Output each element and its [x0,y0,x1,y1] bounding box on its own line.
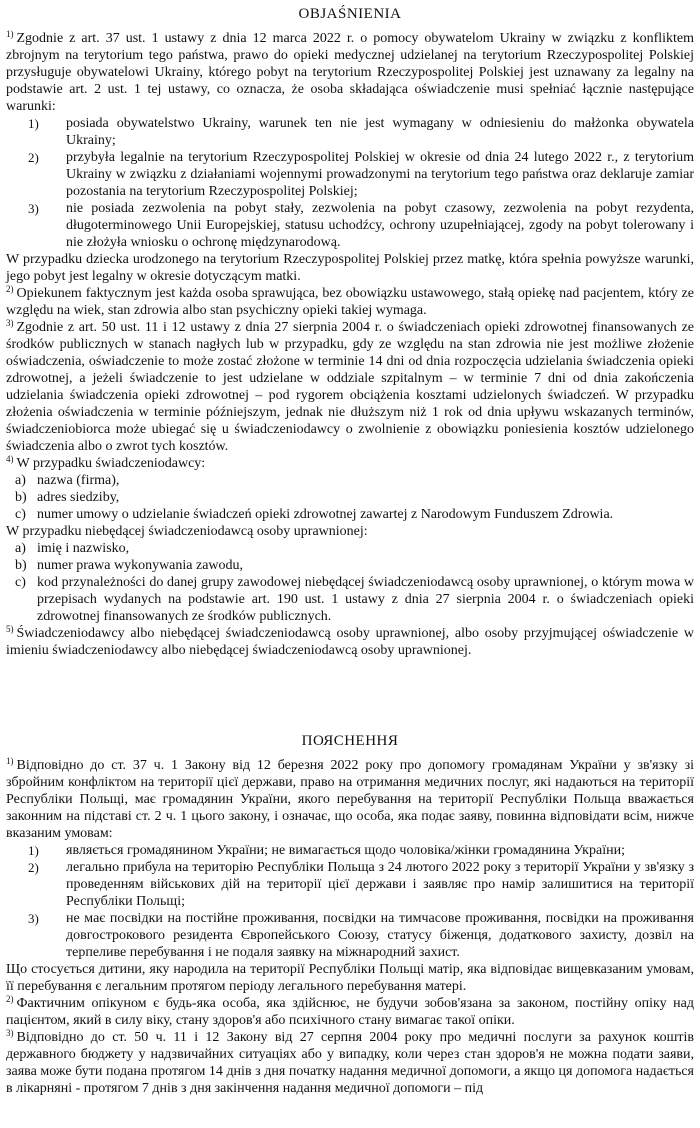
item-text: adres siedziby, [37,490,120,505]
note-text: Zgodnie z art. 50 ust. 11 i 12 ustawy z dnia 27 sierpnia 2004 r. o świadczeniach opieki zdrowotnej finansowanych ze środków publicznych w stanach nagłych lub w przypadku, gdy ze względu na stan zdrowia nie jest możliwe złożenie oświadczenia, oświadczenie to może zostać złożone w terminie 14 dni od dnia rozpoczęcia udzielania świadczenia opieki zdrowotnej, a jeżeli świadczenie to jest udzielane w oddziale szpitalnym – w terminie 7 dni od dnia zakończenia udzielania świadczenia opieki zdrowotnej – pod rygorem obciążenia kosztami udzielonych świadczeń. W przypadku złożenia oświadczenia w terminie późniejszym, jednak nie dłuższym niż 1 rok od dnia upływu wskazanych terminów, świadczeniobiorca może ubiegać się u świadczeniodawcy o zwolnienie z obowiązku poniesienia kosztów udzielonego świadczenia albo o zwrot tych kosztów. [6,320,694,454]
item-text: nazwa (firma), [37,473,120,488]
footnote-marker: 5) [6,624,14,634]
condition-item [6,115,694,149]
item-letter: a) [15,473,26,488]
note-text: Świadczeniodawcy albo niebędącej świadczeniodawcą osoby uprawnionej, albo osoby przyjmującej oświadczenie w imieniu świadczeniodawcy albo niebędącej świadczeniodawcą osoby uprawnionej. [6,626,694,658]
note-text: W przypadku świadczeniodawcy: [16,456,206,471]
footnote-marker: 2) [6,994,14,1004]
item-letter: a) [15,541,26,556]
condition-item [6,149,694,200]
item-text: przybyła legalnie na terytorium Rzeczypospolitej Polskiej w okresie od dnia 24 lutego 2022 r., z terytorium Ukrainy w związku z działaniami wojennymi prowadzonymi na terytorium tego państwa oraz deklaruje zamiar pozostania na terytorium Rzeczypospolitej Polskiej; [66,150,694,199]
item-text: numer prawa wykonywania zawodu, [37,558,244,573]
note-5-pl [6,625,694,659]
note-text: Відповідно до ст. 50 ч. 11 і 12 Закону від 27 серпня 2004 року про медичні послуги за рахунок коштів державного бюджету у надзвичайних ситуаціях або у випадку, коли через стан здоров'я не можна подати заяви, заява може бути подана протягом 14 днів з дня початку надання медичної допомоги, а якщо ця допомога надається в лікарняні - протягом 7 днів з дня закінчення надання медичної допомоги – під [6,1030,694,1096]
item-letter: c) [15,507,26,522]
item-number: 3) [28,201,39,216]
footnote-marker: 1) [6,29,14,39]
note-1-pl [6,30,694,115]
item-text: imię i nazwisko, [37,541,130,556]
polish-section [6,4,694,659]
note-text: Відповідно до ст. 37 ч. 1 Закону від 12 березня 2022 року про допомогу громадянам України у зв'язку зі збройним конфліктом на території цієї держави, право на отримання медичних послуг, які надаються на території Республіки Польщі, має громадянин України, якого перебування на території Республіки Польща вважається законним на підставі ст. 2 ч. 1 цього закону, і означає, що особа, яка подає заяву, повинна відповідати всім, нижче вказаним умовам: [6,758,694,841]
item-letter: c) [15,575,26,590]
condition-item [6,859,694,910]
item-number: 2) [28,150,39,165]
note-1-after-uk: Що стосується дитини, яку народила на території Республіки Польщі матір, яка відповідає вищевказаним умовам, її перебування є легальним протягом періоду легального перебування матері. [6,962,694,994]
item-text: nie posiada zezwolenia na pobyt stały, zezwolenia na pobyt czasowy, zezwolenia na pobyt rezydenta, długoterminowego Unii Europejskiej, statusu uchodźcy, ochrony uzupełniającej, zgody na pobyt tolerowany i nie złożyła wniosku o ochronę międzynarodową. [66,201,694,250]
item-text: posiada obywatelstwo Ukrainy, warunek ten nie jest wymagany w odniesieniu do małżonka obywatela Ukrainy; [66,116,694,148]
note-3-uk [6,1029,694,1097]
note-1-uk [6,757,694,842]
note-2-pl [6,285,694,319]
item-text: kod przynależności do danej grupy zawodowej niebędącej świadczeniodawcą osoby uprawnionej, o którym mowa w przepisach wydanych na podstawie art. 190 ust. 1 ustawy z dnia 27 sierpnia 2004 r. o świadczeniach opieki zdrowotnej finansowanych ze środków publicznych. [37,575,694,624]
footnote-marker: 1) [6,756,14,766]
list-item [6,557,694,574]
list-item [6,540,694,557]
footnote-marker: 2) [6,284,14,294]
note-3-pl [6,319,694,455]
item-text: numer umowy o udzielanie świadczeń opieki zdrowotnej zawartej z Narodowym Funduszem Zdrowia. [37,507,614,522]
item-number: 2) [28,860,39,875]
page-title-uk: ПОЯСНЕННЯ [301,733,399,749]
item-text: не має посвідки на постійне проживання, посвідки на тимчасове проживання, посвідки на проживання довгострокового резидента Європейського Союзу, статусу біженця, додаткового захисту, дозвіл на терпеливе перебування і не подаля заявку на міжнародний захист. [66,911,694,960]
item-number: 1) [28,843,39,858]
footnote-marker: 3) [6,1028,14,1038]
footnote-marker: 3) [6,318,14,328]
item-text: легально прибула на територію Республіки Польща з 24 лютого 2022 року з території України у зв'язку з проведенням військових дій на території цієї держави і заявляє про намір залишитися на території Республіки Польщі; [66,860,694,909]
item-letter: b) [15,558,27,573]
item-number: 3) [28,911,39,926]
note-text: Zgodnie z art. 37 ust. 1 ustawy z dnia 12 marca 2022 r. o pomocy obywatelom Ukrainy w związku z konfliktem zbrojnym na terytorium tego państwa, prawo do opieki medycznej udzielanej na terytorium Rzeczypospolitej Polskiej przysługuje obywatelowi Ukrainy, którego pobyt na terytorium Rzeczypospolitej Polskiej jest uznawany za legalny na podstawie art. 2 ust. 1 tej ustawy, co oznacza, że osoba składająca oświadczenie musi spełniać łącznie następujące warunki: [6,31,694,114]
list-item [6,506,694,523]
item-text: являється громадянином України; не вимагається щодо чоловіка/жінки громадянина України; [66,843,625,858]
note-4-pl [6,455,694,472]
condition-item [6,842,694,859]
note-4-text2-pl: W przypadku niebędącej świadczeniodawcą osoby uprawnionej: [6,524,368,539]
note-2-uk [6,995,694,1029]
page-title-pl: OBJAŚNIENIA [298,6,402,22]
note-1-after-pl: W przypadku dziecka urodzonego na terytorium Rzeczypospolitej Polskiej przez matkę, która spełnia powyższe warunki, jego pobyt jest legalny w okresie dotyczącym matki. [6,252,694,284]
item-letter: b) [15,490,27,505]
list-item [6,472,694,489]
footnote-marker: 4) [6,454,14,464]
note-text: Opiekunem faktycznym jest każda osoba sprawująca, bez obowiązku ustawowego, stałą opiekę nad pacjentem, który ze względu na wiek, stan zdrowia albo stan psychiczny opieki takiej wymaga. [6,286,694,318]
list-item [6,489,694,506]
note-text: Фактичним опікуном є будь-яка особа, яка здійснює, не будучи зобов'язана за законом, постійну опіку над пацієнтом, який в силу віку, стану здоров'я або психічного стану вимагає такої опіки. [6,996,694,1028]
condition-item [6,200,694,251]
item-number: 1) [28,116,39,131]
condition-item [6,910,694,961]
list-item [6,574,694,625]
ukrainian-section [6,731,694,1097]
